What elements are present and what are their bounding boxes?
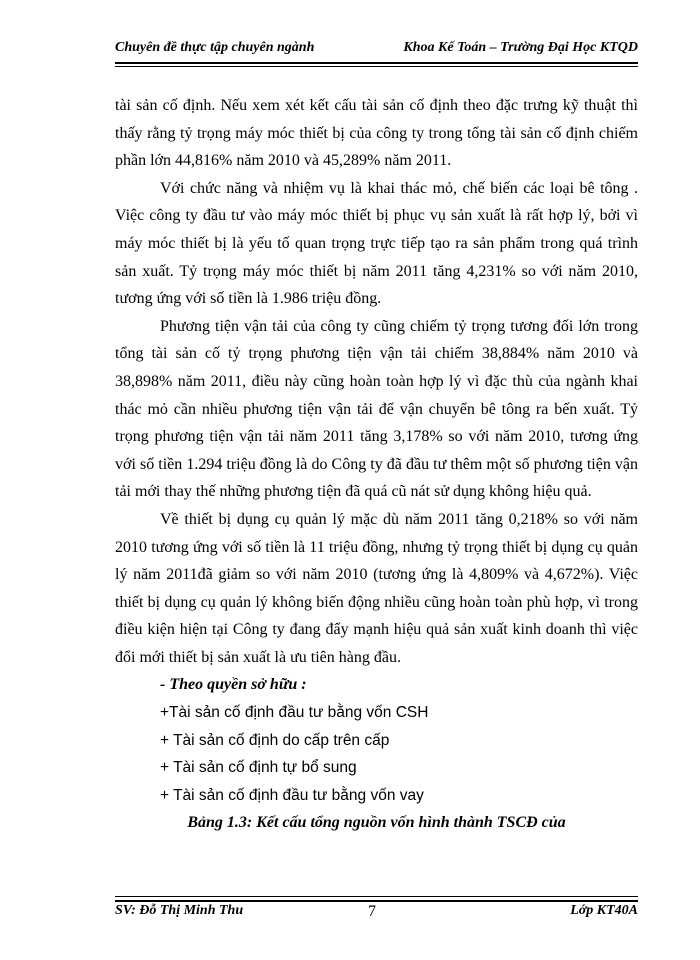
page-body (115, 92, 638, 837)
ownership-list (115, 699, 638, 809)
list-item: + Tài sản cố định do cấp trên cấp (160, 731, 390, 749)
footer-page-number: 7 (368, 903, 376, 920)
header-rule-thick (115, 62, 638, 64)
footer-student-name: SV: Đỗ Thị Minh Thu (115, 903, 244, 918)
footer-class-name: Lớp KT40A (570, 903, 638, 918)
paragraph-1: tài sản cố định. Nếu xem xét kết cấu tài sản cố định theo đặc trưng kỹ thuật thì thấy rằng tỷ trọng máy móc thiết bị của công ty trong tổng tài sản cố định chiếm phần lớn 44,816% năm 2010 và 45,289% năm 2011. (115, 97, 638, 170)
page-header (115, 40, 638, 60)
header-left-text: Chuyên đề thực tập chuyên ngành (115, 40, 315, 55)
paragraph-2: Với chức năng và nhiệm vụ là khai thác mỏ, chế biến các loại bê tông . Việc công ty đầu tư vào máy móc thiết bị phục vụ sản xuất là rất hợp lý, bởi vì máy móc thiết bị là yếu tố quan trọng trực tiếp tạo ra sản phẩm trong quá trình sản xuất. Tỷ trọng máy móc thiết bị năm 2011 tăng 4,231% so với năm 2010, tương ứng với số tiền là 1.986 triệu đồng. (115, 179, 638, 308)
list-item: +Tài sản cố định đầu tư bằng vốn CSH (160, 704, 429, 722)
header-right-text: Khoa Kế Toán – Trường Đại Học KTQD (403, 40, 638, 55)
table-caption: Bảng 1.3: Kết cấu tổng nguồn vốn hình thành TSCĐ của (187, 814, 566, 832)
paragraph-4: Về thiết bị dụng cụ quản lý mặc dù năm 2011 tăng 0,218% so với năm 2010 tương ứng với số tiền là 11 triệu đồng, nhưng tỷ trọng thiết bị dụng cụ quản lý năm 2011đã giảm so với năm 2010 (tương ứng là 4,809% và 4,672%). Việc thiết bị dụng cụ quản lý không biến động nhiều cũng hoàn toàn phù hợp, vì trong điều kiện hiện tại Công ty đang đẩy mạnh hiệu quả sản xuất kinh doanh thì việc đổi mới thiết bị sản xuất là ưu tiên hàng đầu. (115, 510, 638, 666)
list-item: + Tài sản cố định đầu tư bằng vốn vay (160, 786, 424, 804)
footer-rule-thin (115, 896, 638, 897)
footer-rule-thick (115, 900, 638, 902)
paragraph-3: Phương tiện vận tải của công ty cũng chiếm tỷ trọng tương đối lớn trong tổng tài sản cố tỷ trọng phương tiện vận tải chiếm 38,884% năm 2010 và 38,898% năm 2011, điều này cũng hoàn toàn hợp lý vì đặc thù của ngành khai thác mỏ cần nhiều phương tiện vận tải để vận chuyển bê tông ra bến xuất. Tỷ trọng phương tiện vận tải năm 2011 tăng 3,178% so với năm 2010, tương ứng với số tiền 1.294 triệu đồng là do Công ty đã đầu tư thêm một số phương tiện vận tải mới thay thế những phương tiện đã quá cũ nát sử dụng không hiệu quả. (115, 317, 638, 501)
sub-heading-ownership: - Theo quyền sở hữu : (160, 676, 307, 694)
header-rule-thin (115, 66, 638, 67)
list-item: + Tài sản cố định tự bổ sung (160, 759, 357, 777)
